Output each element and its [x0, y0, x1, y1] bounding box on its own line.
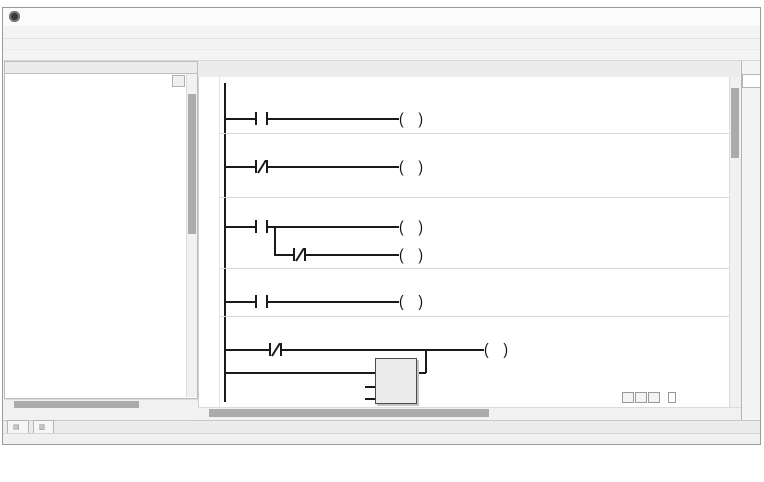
status-bar: [3, 433, 761, 445]
device-tree-hscrollbar[interactable]: [4, 399, 198, 410]
eq-function-block[interactable]: [375, 358, 417, 404]
contact-symbol[interactable]: [255, 112, 257, 125]
editor-tab-bar: [198, 61, 740, 78]
device-selector-dropdown[interactable]: [172, 75, 185, 87]
app-window: [2, 7, 761, 445]
app-logo-icon: [9, 11, 20, 22]
coil-symbol[interactable]: ( ): [484, 339, 508, 359]
ladder-canvas: [198, 77, 729, 407]
set-coil-symbol[interactable]: ( ): [399, 108, 423, 128]
vscroll-thumb[interactable]: [188, 94, 196, 234]
set-coil-symbol[interactable]: ( ): [399, 244, 423, 264]
bottom-dock-tabs: [3, 420, 761, 433]
contact-symbol[interactable]: [255, 220, 257, 233]
power-rail: [224, 83, 226, 402]
device-panel: [4, 61, 198, 420]
device-panel-header: [4, 61, 198, 74]
toolbox-panel: [741, 61, 761, 420]
editor-hscrollbar[interactable]: [198, 407, 756, 419]
device-tree: [4, 74, 198, 399]
last-build-status: [343, 436, 345, 445]
messages-icon: ▥: [38, 423, 46, 431]
menu-bar: [3, 26, 760, 39]
reset-coil-symbol[interactable]: ( ): [399, 156, 423, 176]
minimize-button[interactable]: [686, 9, 708, 24]
title-bar: [3, 8, 760, 27]
hscroll-thumb[interactable]: [14, 401, 139, 408]
output-icon: ▤: [13, 423, 20, 431]
vscroll-thumb[interactable]: [731, 88, 739, 158]
zoom-level-value[interactable]: [668, 392, 676, 403]
coil-symbol[interactable]: ( ): [399, 216, 423, 236]
select-tool-button[interactable]: [622, 392, 634, 403]
reset-coil-symbol[interactable]: ( ): [399, 291, 423, 311]
editor-zoom-controls: [621, 390, 679, 404]
toolbox-search-input[interactable]: [742, 74, 761, 88]
editor-vscrollbar[interactable]: [729, 77, 741, 407]
close-button[interactable]: [734, 9, 756, 24]
contact-symbol[interactable]: [255, 295, 257, 308]
hscroll-thumb[interactable]: [209, 409, 489, 417]
pan-tool-button[interactable]: [635, 392, 647, 403]
ladder-editor: [198, 61, 740, 418]
toolbar-row-2: [3, 50, 760, 61]
zoom-tool-button[interactable]: [648, 392, 660, 403]
device-tree-vscrollbar[interactable]: [186, 74, 197, 397]
toolbar-row-1: [3, 39, 760, 50]
restore-button[interactable]: [710, 9, 732, 24]
